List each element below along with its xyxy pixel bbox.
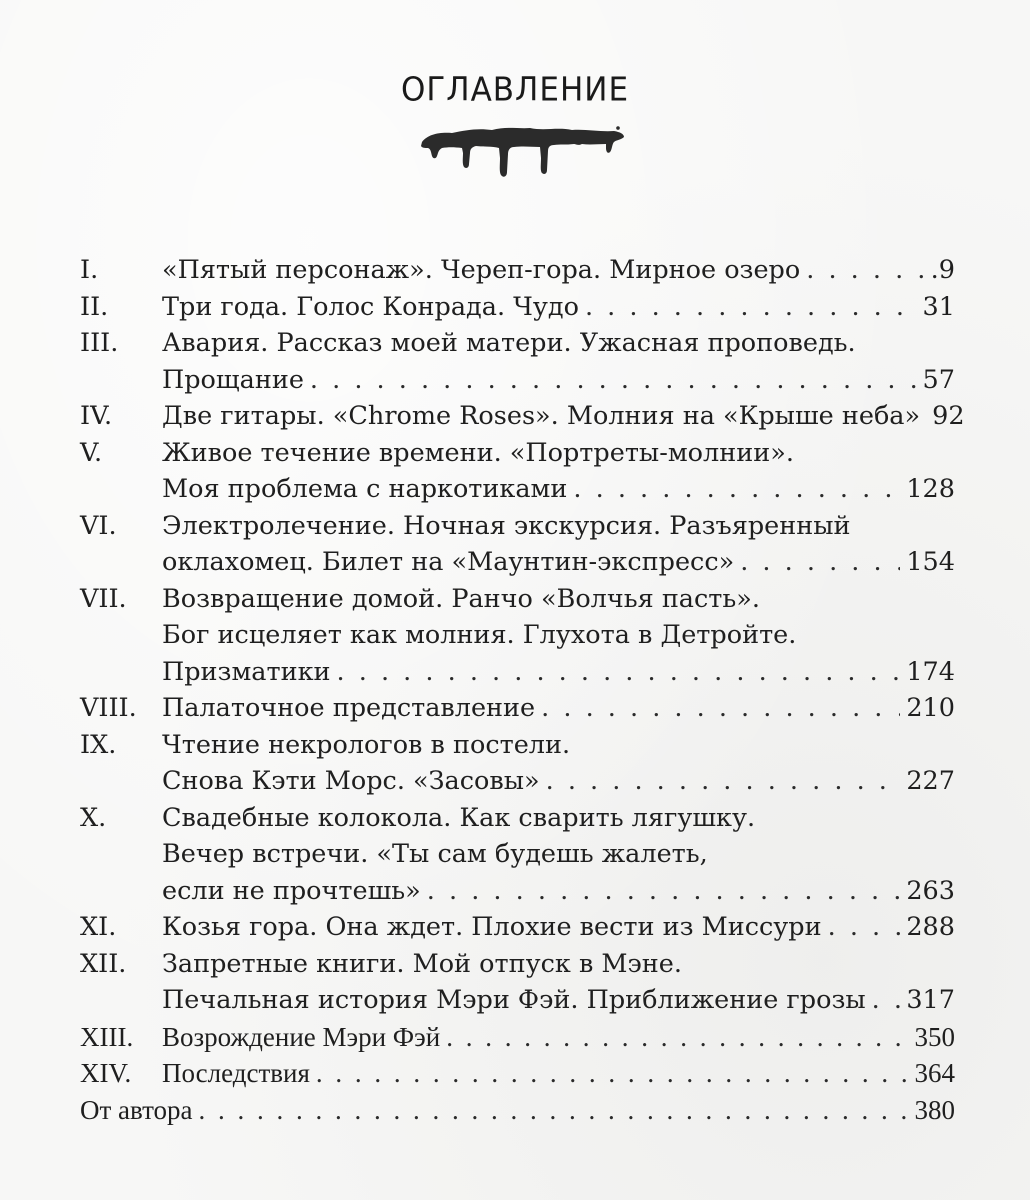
chapter-title: Две гитары. «Chrome Roses». Молния на «Крыше неба» bbox=[162, 401, 921, 431]
toc-entry-5-cont[interactable] bbox=[80, 471, 955, 508]
dot-leader bbox=[541, 690, 900, 727]
page-number: 227 bbox=[906, 766, 955, 796]
chapter-numeral: VIII. bbox=[80, 693, 137, 723]
chapter-numeral: IX. bbox=[80, 729, 117, 760]
toc-entry-10-cont-1[interactable] bbox=[80, 836, 955, 873]
chapter-title: Чтение некрологов в постели. bbox=[162, 729, 571, 760]
page-number: 364 bbox=[914, 1058, 955, 1088]
chapter-title: От автора bbox=[80, 1094, 193, 1125]
toc-entry-afterword[interactable] bbox=[80, 1092, 955, 1129]
toc-entry-8[interactable] bbox=[80, 690, 955, 727]
dot-leader bbox=[573, 471, 900, 508]
toc-entry-7[interactable] bbox=[80, 581, 955, 618]
page-title: ОГЛАВЛЕНИЕ bbox=[400, 71, 630, 109]
chapter-numeral: I. bbox=[80, 255, 99, 285]
toc-entry-3[interactable] bbox=[80, 325, 955, 362]
toc-entry-1[interactable] bbox=[80, 252, 955, 289]
page-number: 210 bbox=[906, 693, 955, 723]
chapter-title: Запретные книги. Мой отпуск в Мэне. bbox=[162, 948, 682, 979]
dot-leader bbox=[828, 909, 901, 946]
chapter-title-cont: Печальная история Мэри Фэй. Приближение грозы bbox=[162, 985, 866, 1015]
ink-drip-icon bbox=[418, 120, 628, 180]
chapter-title-cont: если не прочтешь» bbox=[162, 875, 421, 906]
dot-leader bbox=[337, 654, 901, 691]
dot-leader bbox=[546, 763, 901, 800]
chapter-numeral: III. bbox=[80, 328, 119, 358]
chapter-numeral: VI. bbox=[80, 510, 117, 541]
chapter-title: Возрождение Мэри Фэй bbox=[162, 1021, 441, 1052]
toc-entry-12[interactable] bbox=[80, 946, 955, 983]
chapter-numeral: XI. bbox=[80, 912, 117, 942]
chapter-title: Козья гора. Она ждет. Плохие вести из Миссури bbox=[162, 912, 822, 942]
page-number: 380 bbox=[914, 1094, 955, 1125]
dot-leader bbox=[199, 1092, 909, 1129]
page-number: 263 bbox=[906, 875, 955, 906]
toc-entry-3-cont[interactable] bbox=[80, 362, 955, 399]
table-of-contents bbox=[80, 252, 965, 1128]
chapter-title: Три года. Голос Конрада. Чудо bbox=[162, 291, 579, 322]
page-number: 288 bbox=[906, 912, 955, 942]
dot-leader bbox=[806, 252, 924, 289]
toc-entry-10[interactable] bbox=[80, 800, 955, 837]
toc-entry-11[interactable] bbox=[80, 909, 955, 946]
page-number: 92 bbox=[932, 401, 965, 431]
page-number: .9 bbox=[930, 255, 955, 285]
toc-entry-13[interactable] bbox=[80, 1019, 955, 1056]
toc-entry-6-cont[interactable] bbox=[80, 544, 955, 581]
dot-leader bbox=[585, 289, 917, 326]
toc-entry-6[interactable] bbox=[80, 508, 955, 545]
toc-entry-4[interactable] bbox=[80, 398, 965, 435]
chapter-title-cont: оклахомец. Билет на «Маунтин-экспресс» bbox=[162, 547, 735, 577]
dot-leader bbox=[446, 1019, 908, 1056]
chapter-title: Свадебные колокола. Как сварить лягушку. bbox=[162, 802, 756, 833]
toc-entry-5[interactable] bbox=[80, 435, 955, 472]
page-number: 31 bbox=[922, 291, 955, 322]
page-number: 350 bbox=[914, 1021, 955, 1052]
chapter-title-cont: Прощание bbox=[162, 364, 304, 395]
chapter-title: Последствия bbox=[162, 1058, 310, 1088]
chapter-numeral: II. bbox=[80, 291, 109, 322]
chapter-numeral: X. bbox=[80, 802, 107, 833]
chapter-title-cont: Призматики bbox=[162, 656, 331, 687]
toc-entry-9[interactable] bbox=[80, 727, 955, 764]
toc-entry-2[interactable] bbox=[80, 289, 955, 326]
chapter-title: Живое течение времени. «Портреты-молнии». bbox=[162, 437, 794, 468]
chapter-title: Авария. Рассказ моей матери. Ужасная проповедь. bbox=[162, 328, 856, 358]
chapter-numeral: XII. bbox=[80, 948, 127, 979]
toc-entry-10-cont-2[interactable] bbox=[80, 873, 955, 910]
chapter-title: Возвращение домой. Ранчо «Волчья пасть». bbox=[162, 583, 760, 614]
chapter-numeral: XIV. bbox=[80, 1058, 132, 1088]
page-number: 174 bbox=[906, 656, 955, 687]
chapter-numeral: VII. bbox=[80, 583, 127, 614]
page-number: 317 bbox=[906, 985, 955, 1015]
toc-entry-12-cont[interactable] bbox=[80, 982, 955, 1019]
chapter-title: Электролечение. Ночная экскурсия. Разъяренный bbox=[162, 510, 851, 541]
page-number: 154 bbox=[906, 547, 955, 577]
chapter-numeral: IV. bbox=[80, 401, 113, 431]
page-number: 128 bbox=[906, 474, 955, 504]
dot-leader bbox=[427, 873, 901, 910]
chapter-title: «Пятый персонаж». Череп-гора. Мирное озеро bbox=[162, 255, 801, 285]
page-number: 57 bbox=[922, 364, 955, 395]
toc-entry-9-cont[interactable] bbox=[80, 763, 955, 800]
chapter-numeral: XIII. bbox=[80, 1021, 134, 1052]
toc-entry-7-cont-1[interactable] bbox=[80, 617, 955, 654]
chapter-title: Палаточное представление bbox=[162, 693, 536, 723]
chapter-title-cont: Моя проблема с наркотиками bbox=[162, 474, 568, 504]
chapter-numeral: V. bbox=[80, 437, 103, 468]
chapter-title-cont: Бог исцеляет как молния. Глухота в Детройте. bbox=[162, 620, 797, 650]
dot-leader bbox=[316, 1055, 909, 1092]
toc-entry-7-cont-2[interactable] bbox=[80, 654, 955, 691]
dot-leader bbox=[872, 982, 901, 1019]
toc-entry-14[interactable] bbox=[80, 1055, 955, 1092]
dot-leader bbox=[740, 544, 900, 581]
dot-leader bbox=[310, 362, 917, 399]
chapter-title-cont: Вечер встречи. «Ты сам будешь жалеть, bbox=[162, 839, 708, 869]
chapter-title-cont: Снова Кэти Морс. «Засовы» bbox=[162, 766, 540, 796]
